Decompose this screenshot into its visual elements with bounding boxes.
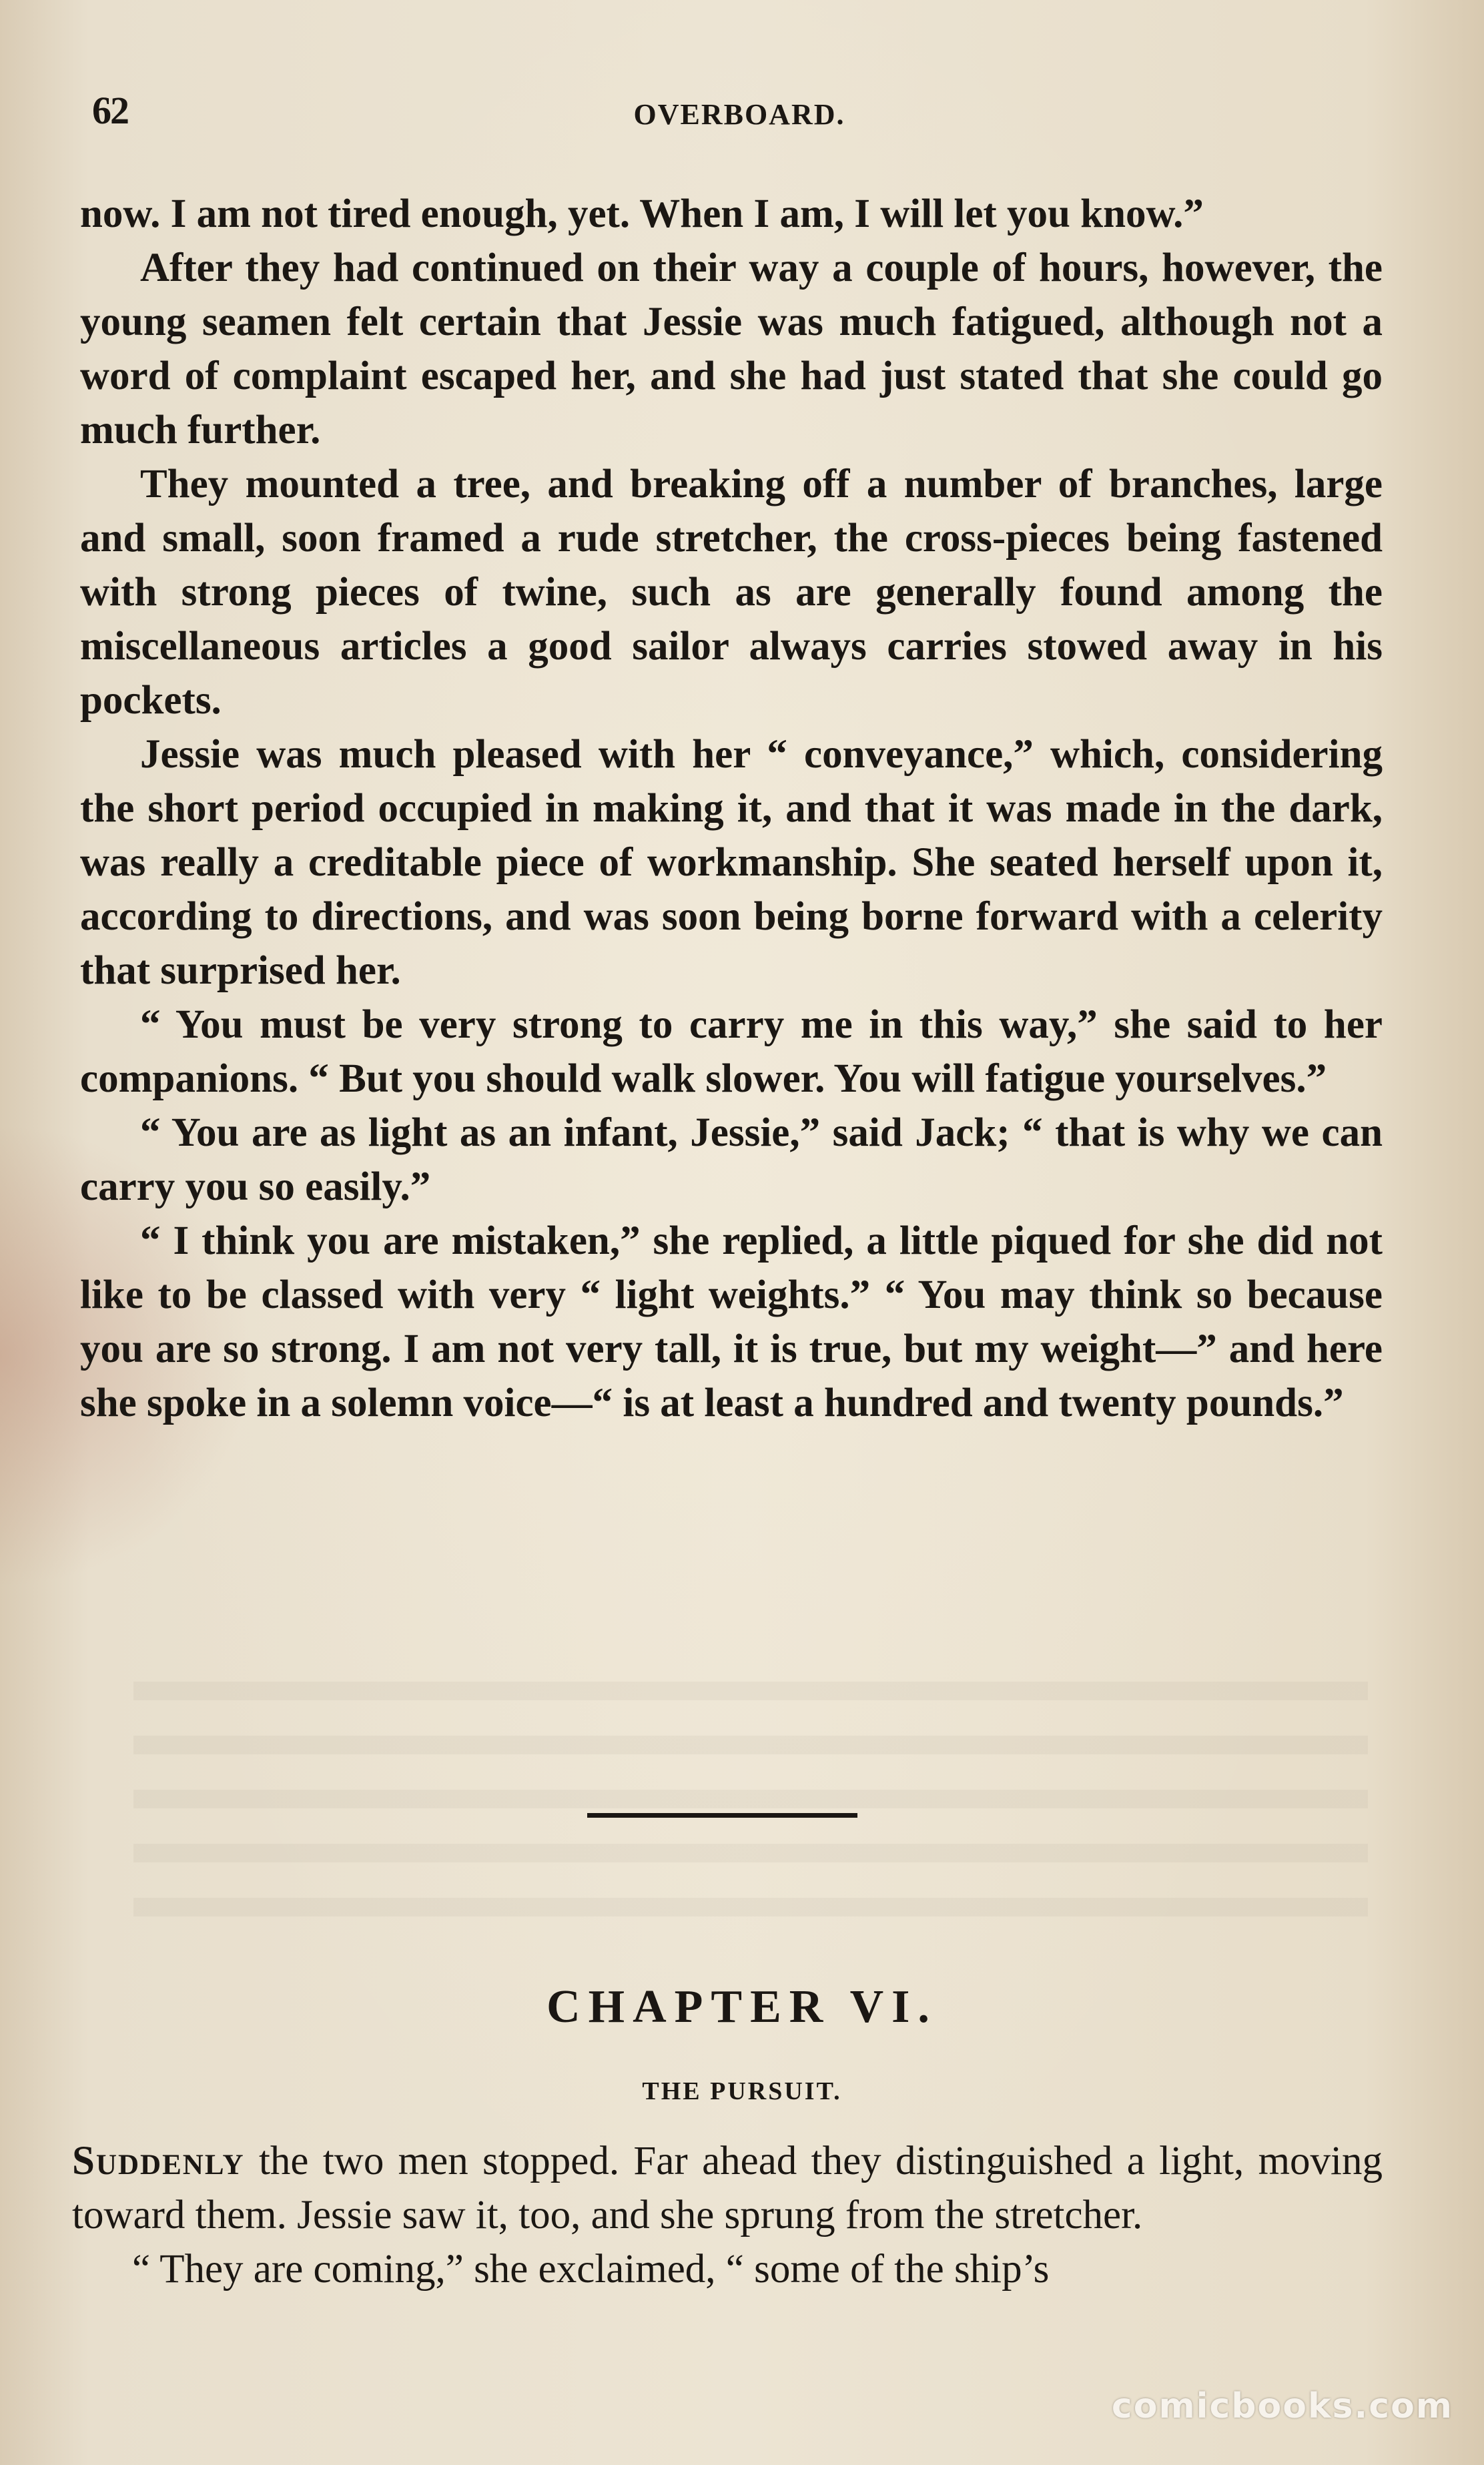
chapter-subtitle: THE PURSUIT.	[642, 2077, 842, 2105]
section-divider	[587, 1813, 857, 1818]
watermark: comicbooks.com	[1111, 2386, 1453, 2426]
paragraph: They mounted a tree, and breaking off a number of branches, large and small, soon framed a rude stretcher, the cross-pieces being fastened with strong pieces of twine, such as are generally found among the miscellaneous articles a good sailor always carries stowed away in his pockets.	[80, 462, 1383, 723]
chapter-title: CHAPTER VI.	[546, 1981, 938, 2033]
chapter-lead-word: Suddenly	[72, 2139, 245, 2183]
chapter-body	[72, 2134, 1383, 2296]
paragraph: “ I think you are mistaken,” she replied, a little piqued for she did not like to be classed with very “ light weights.” “ You may think so because you are so strong. I am not very tall, it is true, but my weight—” and here she spoke in a solemn voice—“ is at least a hundred and twenty pounds.”	[80, 1218, 1383, 1425]
paragraph-continuation: now. I am not tired enough, yet. When I am, I will let you know.”	[80, 192, 1204, 236]
running-title: OVERBOARD.	[633, 98, 845, 131]
chapter-first-paragraph-text: the two men stopped. Far ahead they distinguished a light, moving toward them. Jessie saw it, too, and she sprung from the stretcher.	[72, 2139, 1383, 2237]
body-text	[80, 187, 1383, 1430]
page-number: 62	[92, 89, 128, 132]
paragraph: After they had continued on their way a couple of hours, however, the young seamen felt certain that Jessie was much fatigued, although not a word of complaint escaped her, and she had just stated that she could go much further.	[80, 246, 1383, 452]
paragraph: “ You are as light as an infant, Jessie,” said Jack; “ that is why we can carry you so easily.”	[80, 1110, 1383, 1209]
chapter-first-paragraph	[72, 2134, 1383, 2242]
page-header	[85, 80, 1393, 140]
paragraph: “ You must be very strong to carry me in this way,” she said to her companions. “ But you should walk slower. You will fatigue yourselves.”	[80, 1002, 1383, 1101]
paragraph: Jessie was much pleased with her “ conveyance,” which, considering the short period occupied in making it, and that it was made in the dark, was really a creditable piece of workmanship. She seated herself upon it, according to directions, and was soon being borne forward with a celerity that surprised her.	[80, 732, 1383, 993]
chapter-second-paragraph: “ They are coming,” she exclaimed, “ some of the ship’s	[132, 2247, 1050, 2292]
